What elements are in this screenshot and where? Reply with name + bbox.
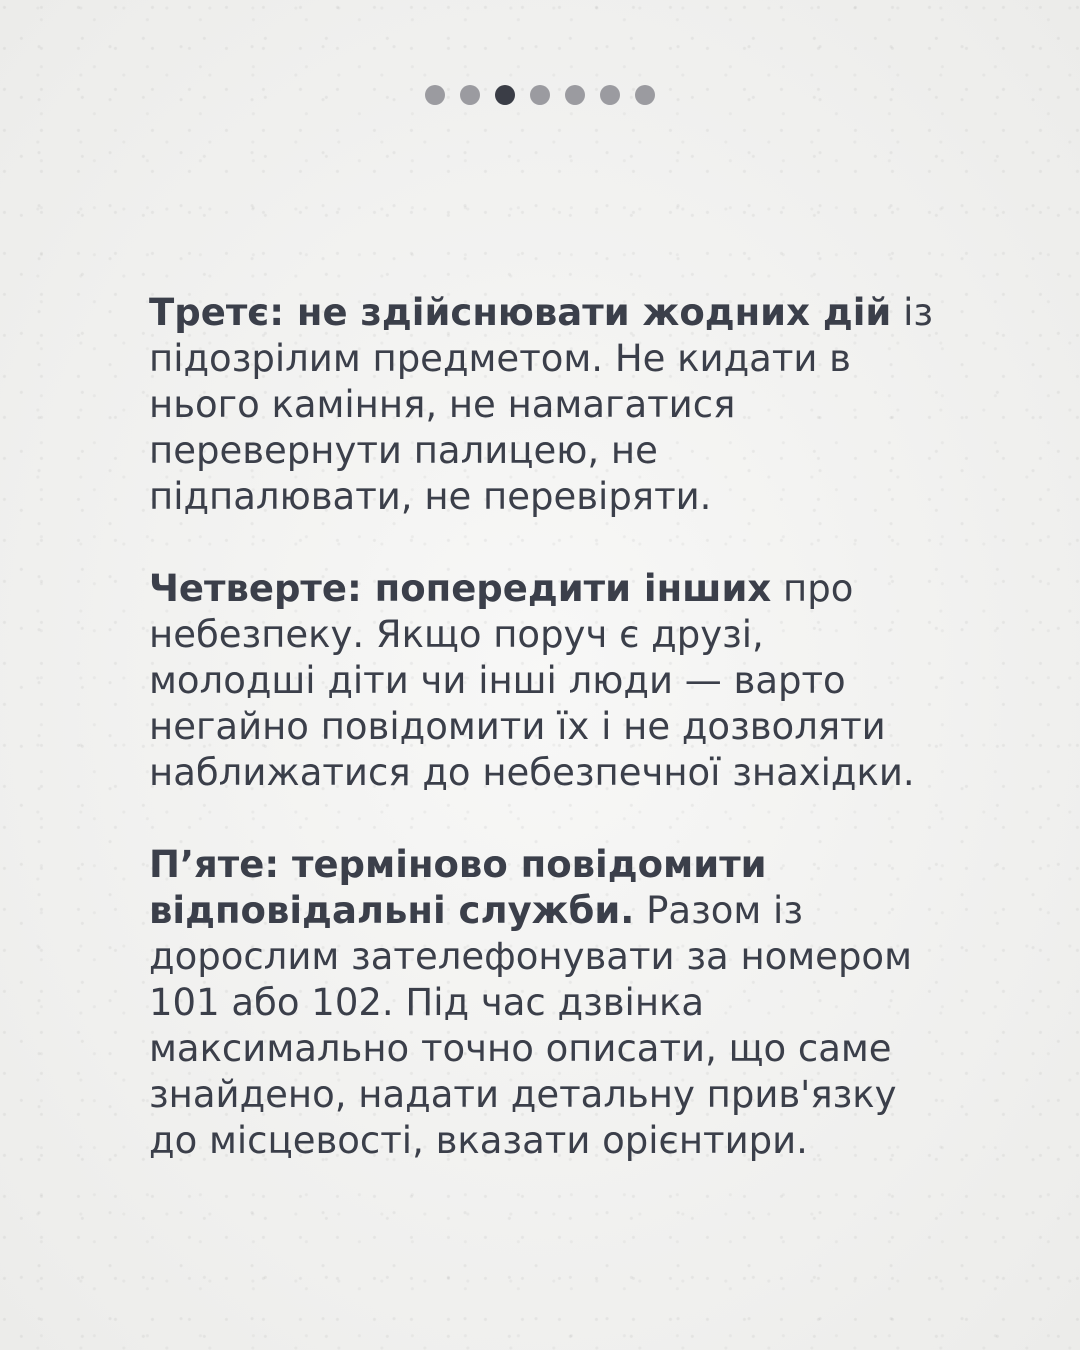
paragraph-heading: Четверте: попередити інших [149,567,772,610]
paragraph-fourth-rule [149,566,1009,796]
pagination-dot[interactable] [460,85,480,105]
paragraph-heading: Третє: не здійснювати жодних дій [149,291,892,334]
pagination-dot[interactable] [425,85,445,105]
pagination-dot[interactable] [600,85,620,105]
pagination-dot[interactable] [530,85,550,105]
paragraph-body: Разом із дорослим зателефонувати за номером 101 або 102. Під час дзвінка максимально точно описати, що саме знайдено, надати детальну прив'язку до місцевості, вказати орієнтири. [149,889,912,1162]
paragraph-heading: П’яте: терміново повідомити відповідальні служби. [149,843,767,932]
pagination-dot[interactable] [635,85,655,105]
paragraph-third-rule [149,290,1009,520]
main-text-block [149,290,1009,1210]
paragraph-body: із підозрілим предметом. Не кидати в нього каміння, не намагатися перевернути палицею, не підпалювати, не перевіряти. [149,291,934,518]
paragraph-fifth-rule [149,842,1009,1164]
carousel-pagination [0,85,1080,105]
pagination-dot-active[interactable] [495,85,515,105]
pagination-dot[interactable] [565,85,585,105]
paragraph-body: про небезпеку. Якщо поруч є друзі, молодші діти чи інші люди — варто негайно повідомити їх і не дозволяти наближатися до небезпечної знахідки. [149,567,915,794]
